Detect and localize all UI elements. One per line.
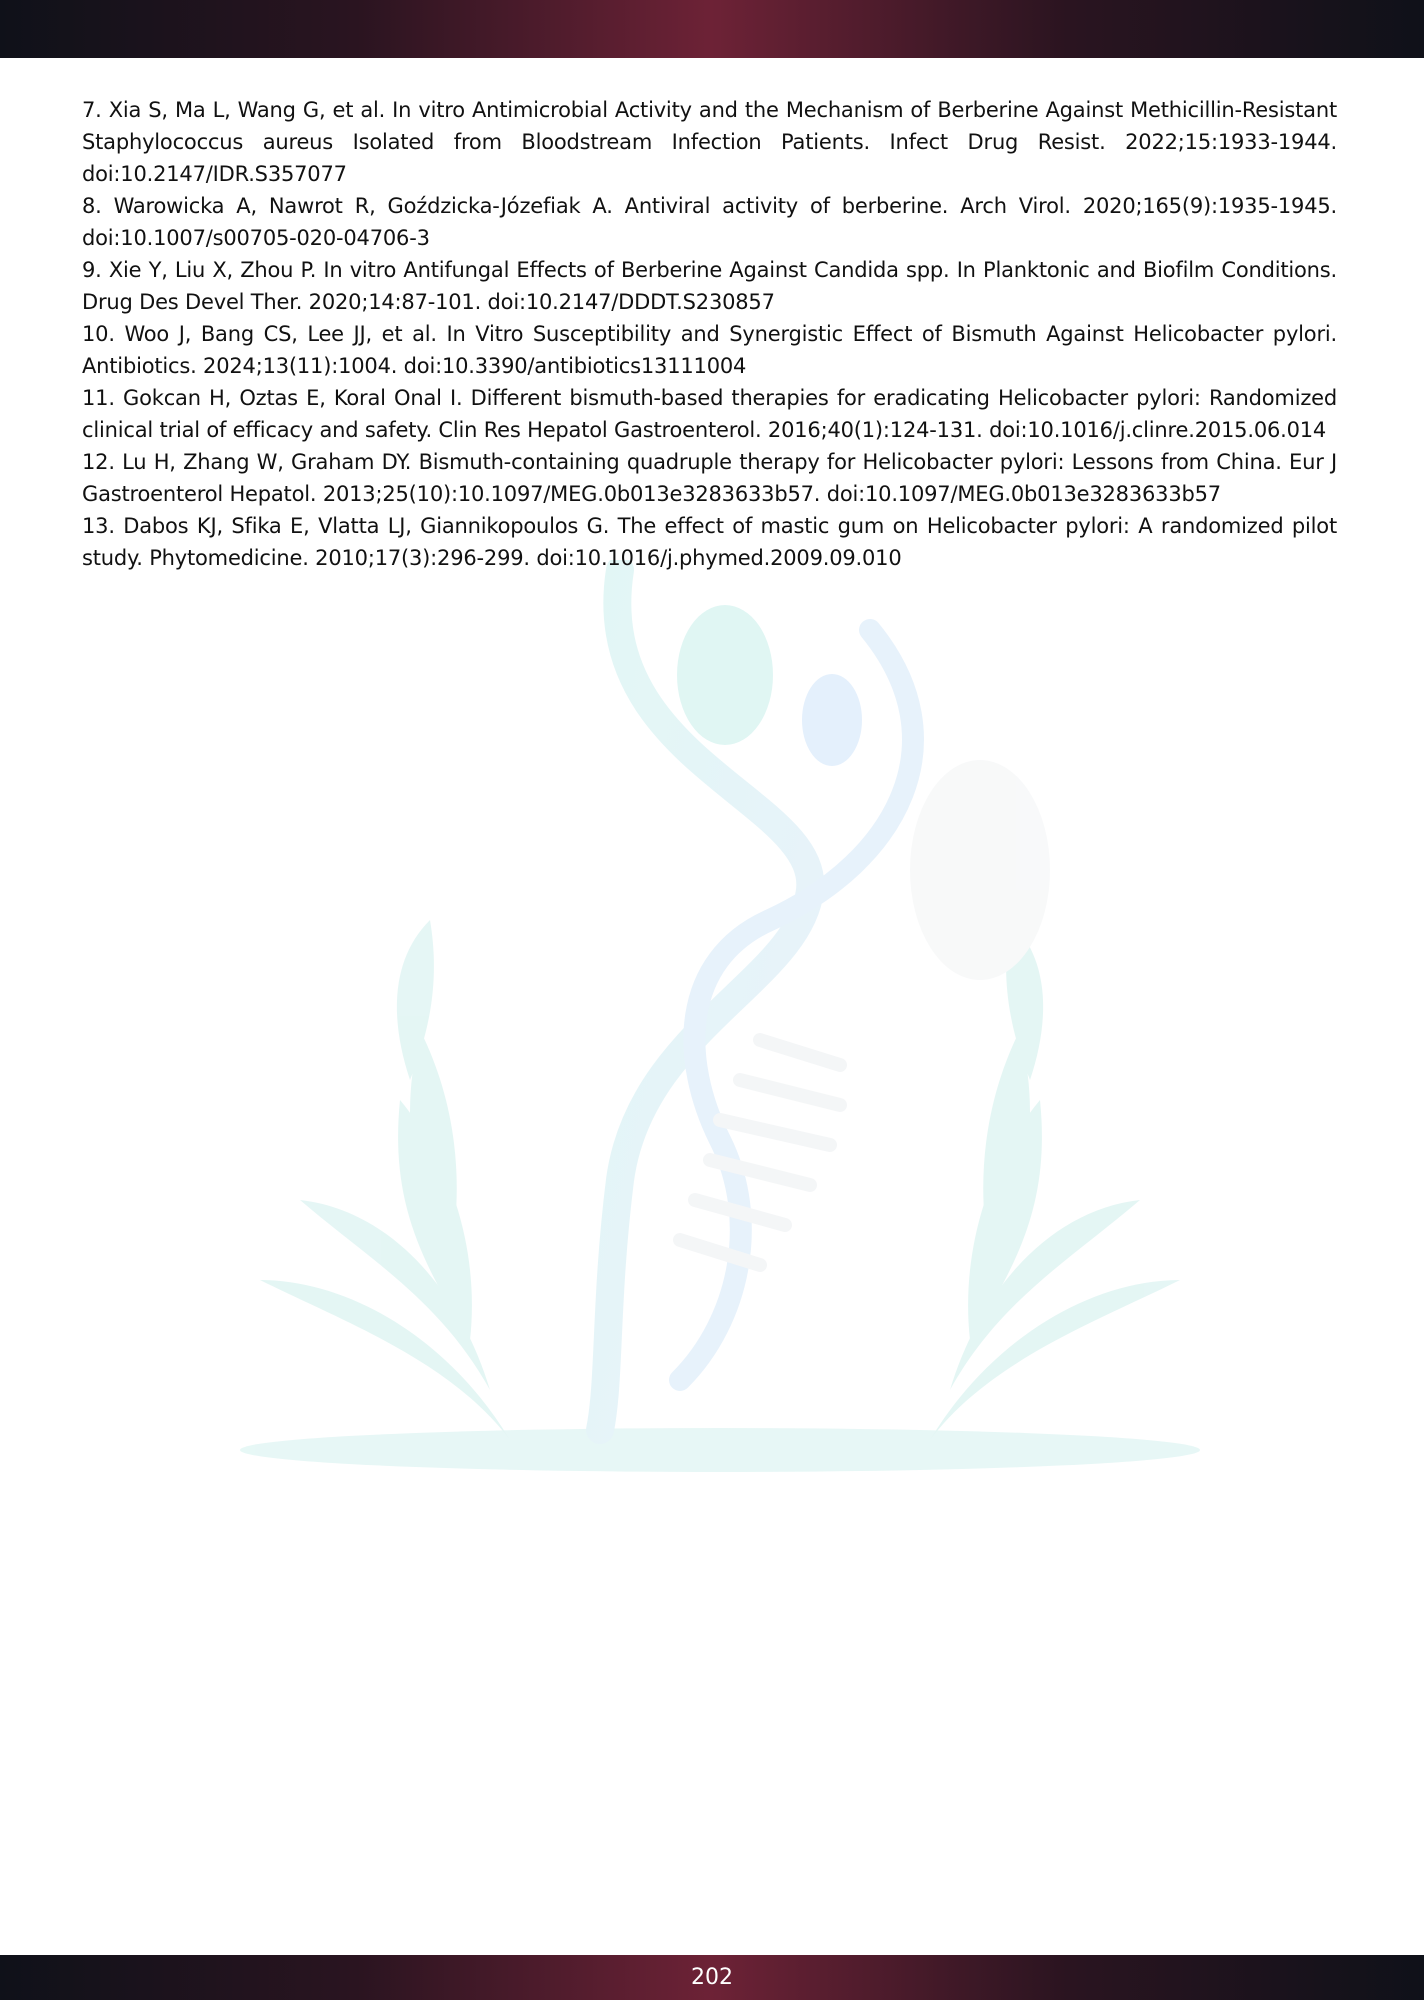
watermark-faint-oval (910, 760, 1050, 980)
header-bar (0, 0, 1424, 58)
watermark-left-laurel (260, 920, 510, 1440)
page-number: 202 (691, 1965, 733, 1990)
reference-item-13: 13. Dabos KJ, Sfika E, Vlatta LJ, Giannikopoulos G. The effect of mastic gum on Helicobacter pylori: A randomized pilot study. Phytomedicine. 2010;17(3):296-299. doi:10.1016/j.phymed.2009.09.010 (82, 514, 1337, 570)
reference-item-9: 9. Xie Y, Liu X, Zhou P. In vitro Antifungal Effects of Berberine Against Candida spp. In Planktonic and Biofilm Conditions. Drug Des Devel Ther. 2020;14:87-101. doi:10.2147/DDDT.S230857 (82, 258, 1337, 314)
reference-item-8: 8. Warowicka A, Nawrot R, Goździcka-Józefiak A. Antiviral activity of berberine. Arch Virol. 2020;165(9):1935-1945. doi:10.1007/s00705-020-04706-3 (82, 194, 1337, 250)
watermark-head-small (802, 674, 862, 766)
reference-item-10: 10. Woo J, Bang CS, Lee JJ, et al. In Vitro Susceptibility and Synergistic Effect of Bismuth Against Helicobacter pylori. Antibiotics. 2024;13(11):1004. doi:10.3390/antibiotics13111004 (82, 322, 1337, 378)
reference-item-12: 12. Lu H, Zhang W, Graham DY. Bismuth-containing quadruple therapy for Helicobacter pylori: Lessons from China. Eur J Gastroenterol Hepatol. 2013;25(10):10.1097/MEG.0b013e3283633b57. doi:10.1097/MEG.0b013e3283633b57 (82, 450, 1337, 506)
watermark-ground (240, 1428, 1200, 1472)
reference-item-7: 7. Xia S, Ma L, Wang G, et al. In vitro Antimicrobial Activity and the Mechanism of Berberine Against Methicillin-Resistant Staphylococcus aureus Isolated from Bloodstream Infection Patients. Infect Drug Resist. 2022;15:1933-1944. doi:10.2147/IDR.S357077 (82, 98, 1337, 186)
watermark-right-laurel (930, 920, 1180, 1440)
dna-figure-laurel-logo-icon (120, 560, 1320, 1480)
references-list (82, 94, 1337, 574)
reference-item-11: 11. Gokcan H, Oztas E, Koral Onal I. Different bismuth-based therapies for eradicating Helicobacter pylori: Randomized clinical trial of efficacy and safety. Clin Res Hepatol Gastroenterol. 2016;40(1):124-131. doi:10.1016/j.clinre.2015.06.014 (82, 386, 1337, 442)
watermark-head-large (677, 605, 773, 745)
